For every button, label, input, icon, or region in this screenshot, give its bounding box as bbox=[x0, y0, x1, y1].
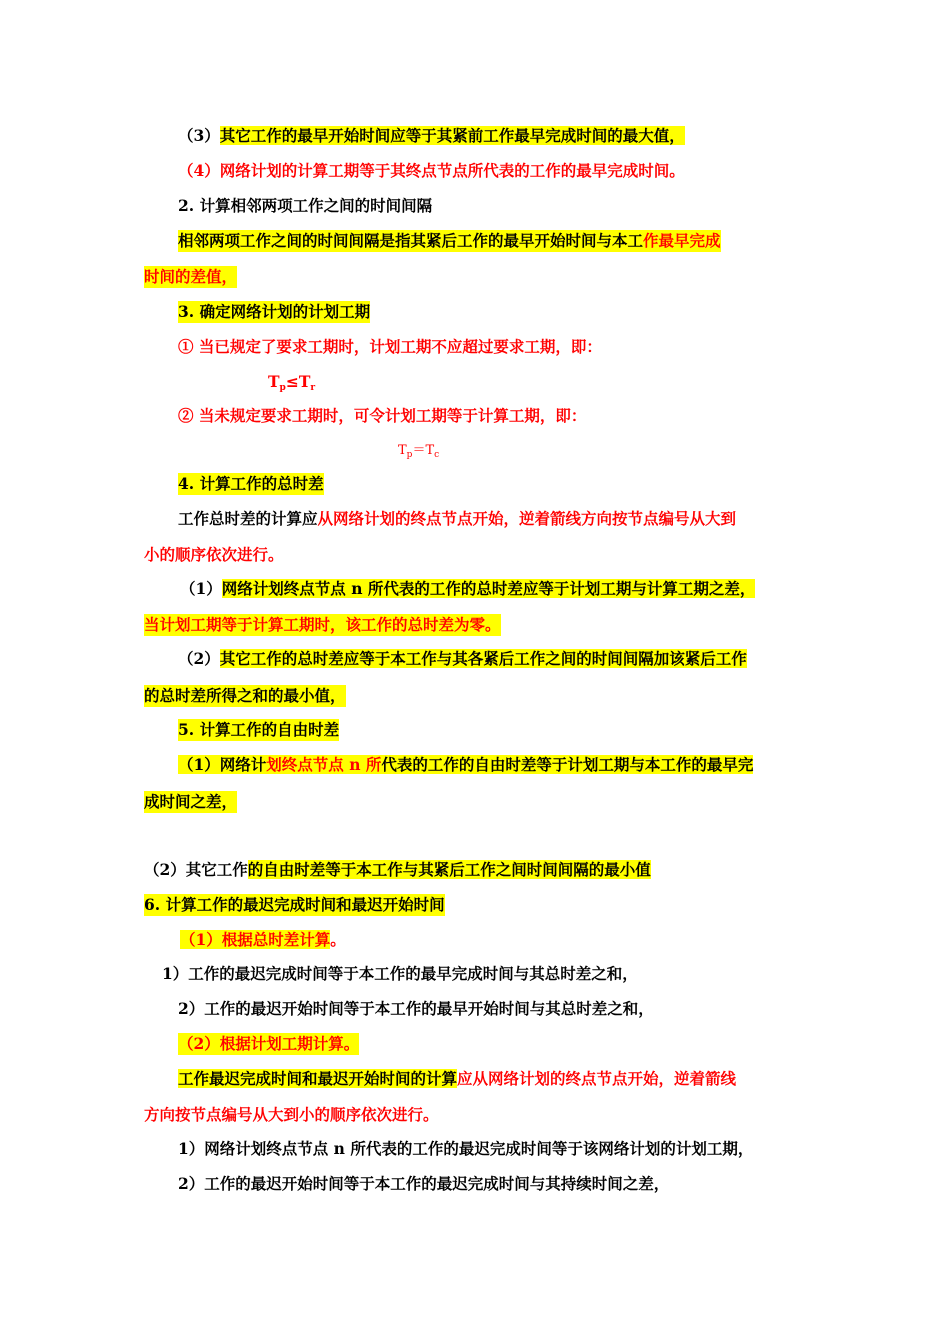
body-text: 工作总时差的计算应 bbox=[178, 509, 318, 528]
red-highlighted-text: 时间的差值， bbox=[144, 267, 238, 286]
latest-start-rule bbox=[178, 998, 654, 1020]
rule-required-period bbox=[178, 336, 602, 358]
highlighted-text: 其它工作的总时差应等于本工作与其各紧后工作之间的时间间隔加该紧后工作 bbox=[219, 649, 747, 668]
total-float-rule-2 bbox=[178, 648, 747, 670]
highlighted-text: 其它工作的最早开始时间应等于其紧前工作最早完成时间的最大值， bbox=[219, 126, 685, 145]
formula-subscript: c bbox=[434, 450, 440, 460]
formula-tp-le-tr bbox=[268, 371, 315, 393]
section-heading: 2. 计算相邻两项工作之间的时间间隔 bbox=[178, 196, 433, 215]
red-highlighted-text: 当计划工期等于计算工期时，该工作的总时差为零。 bbox=[144, 615, 501, 634]
heading-4-total-float bbox=[178, 473, 324, 495]
red-highlighted-text: （1）根据总时差计算 bbox=[180, 930, 331, 949]
latest-times-by-plan-period bbox=[178, 1033, 359, 1055]
red-text: 方向按节点编号从大到小的顺序依次进行。 bbox=[144, 1105, 439, 1124]
formula-subscript: r bbox=[310, 383, 316, 393]
highlighted-text: （1）网络计 bbox=[178, 755, 267, 774]
free-float-rule-1-cont bbox=[144, 791, 237, 813]
free-float-rule-1 bbox=[178, 754, 753, 776]
red-text: （4）网络计划的计算工期等于其终点节点所代表的工作的最早完成时间。 bbox=[178, 161, 685, 180]
latest-start-duration-rule bbox=[178, 1173, 669, 1195]
body-text: 2）工作的最迟开始时间等于本工作的最早开始时间与其总时差之和， bbox=[178, 999, 654, 1018]
latest-finish-rule bbox=[162, 963, 638, 985]
list-marker: （1） bbox=[180, 579, 222, 598]
total-float-rule-2-cont bbox=[144, 685, 346, 707]
time-interval-definition-2 bbox=[144, 266, 237, 288]
formula-subscript: p bbox=[279, 383, 286, 393]
latest-times-procedure-1 bbox=[178, 1068, 736, 1090]
heading-5-free-float bbox=[178, 719, 339, 741]
body-text: 1）工作的最迟完成时间等于本工作的最早完成时间与其总时差之和， bbox=[162, 964, 638, 983]
free-float-rule-2 bbox=[144, 859, 651, 881]
highlighted-text: 代表的工作的自由时差等于计划工期与本工作的最早完 bbox=[381, 755, 754, 774]
list-marker: （2） bbox=[178, 649, 220, 668]
rule-4-calc-period bbox=[178, 160, 685, 182]
highlighted-text: 相邻两项工作之间的时间间隔是指其紧后工作的最早开始时间与本工 bbox=[178, 231, 644, 250]
red-text: ① 当已规定了要求工期时，计划工期不应超过要求工期，即： bbox=[178, 337, 602, 356]
red-text: 小的顺序依次进行。 bbox=[144, 545, 284, 564]
red-text: ② 当未规定要求工期时，可令计划工期等于计算工期，即： bbox=[178, 406, 587, 425]
formula-symbol: T bbox=[268, 372, 280, 391]
red-text: 应从网络计划的终点节点开始，逆着箭线 bbox=[457, 1069, 737, 1088]
red-highlighted-text: 划终点节点 n 所 bbox=[266, 755, 382, 774]
formula-subscript: p bbox=[406, 450, 413, 460]
highlighted-text: 的总时差所得之和的最小值， bbox=[144, 686, 346, 705]
red-text: 从网络计划的终点节点开始，逆着箭线方向按节点编号从大到 bbox=[317, 509, 737, 528]
rule-3-earliest-start bbox=[178, 125, 685, 147]
red-highlighted-text: （2）根据计划工期计算。 bbox=[178, 1034, 360, 1053]
heading-2-time-interval bbox=[178, 195, 432, 217]
rule-no-required-period bbox=[178, 405, 586, 427]
highlighted-text: 工作最迟完成时间和最迟开始时间的计算 bbox=[178, 1069, 458, 1088]
total-float-procedure-2 bbox=[144, 544, 284, 566]
heading-6-latest-times bbox=[144, 894, 445, 916]
list-marker: （3） bbox=[178, 126, 220, 145]
formula-symbol: ＝T bbox=[412, 443, 435, 458]
highlighted-text: 的自由时差等于本工作与其紧后工作之间时间间隔的最小值 bbox=[247, 860, 651, 879]
section-heading: 5. 计算工作的自由时差 bbox=[178, 720, 340, 739]
total-float-procedure-1 bbox=[178, 508, 736, 530]
total-float-rule-1-cont bbox=[144, 614, 501, 636]
total-float-rule-1 bbox=[180, 578, 755, 600]
heading-3-plan-period bbox=[178, 301, 370, 323]
body-text: 2）工作的最迟开始时间等于本工作的最迟完成时间与其持续时间之差， bbox=[178, 1174, 670, 1193]
section-heading: 4. 计算工作的总时差 bbox=[178, 474, 324, 493]
section-heading: 3. 确定网络计划的计划工期 bbox=[178, 302, 371, 321]
latest-times-procedure-2 bbox=[144, 1104, 439, 1126]
latest-times-by-total-float bbox=[180, 929, 346, 951]
red-text: 。 bbox=[330, 930, 346, 949]
red-highlighted-text: 作最早完成 bbox=[643, 231, 721, 250]
formula-symbol: T bbox=[398, 443, 407, 458]
highlighted-text: 成时间之差， bbox=[144, 792, 238, 811]
body-text: （2）其它工作 bbox=[144, 860, 248, 879]
formula-symbol: ≤T bbox=[285, 372, 311, 391]
highlighted-text: 网络计划终点节点 n 所代表的工作的总时差应等于计划工期与计算工期之差， bbox=[221, 579, 756, 598]
section-heading: 6. 计算工作的最迟完成时间和最迟开始时间 bbox=[144, 895, 445, 914]
time-interval-definition-1 bbox=[178, 230, 721, 252]
end-node-latest-finish-rule bbox=[178, 1138, 753, 1160]
body-text: 1）网络计划终点节点 n 所代表的工作的最迟完成时间等于该网络计划的计划工期， bbox=[178, 1139, 754, 1158]
formula-tp-eq-tc bbox=[398, 440, 439, 462]
